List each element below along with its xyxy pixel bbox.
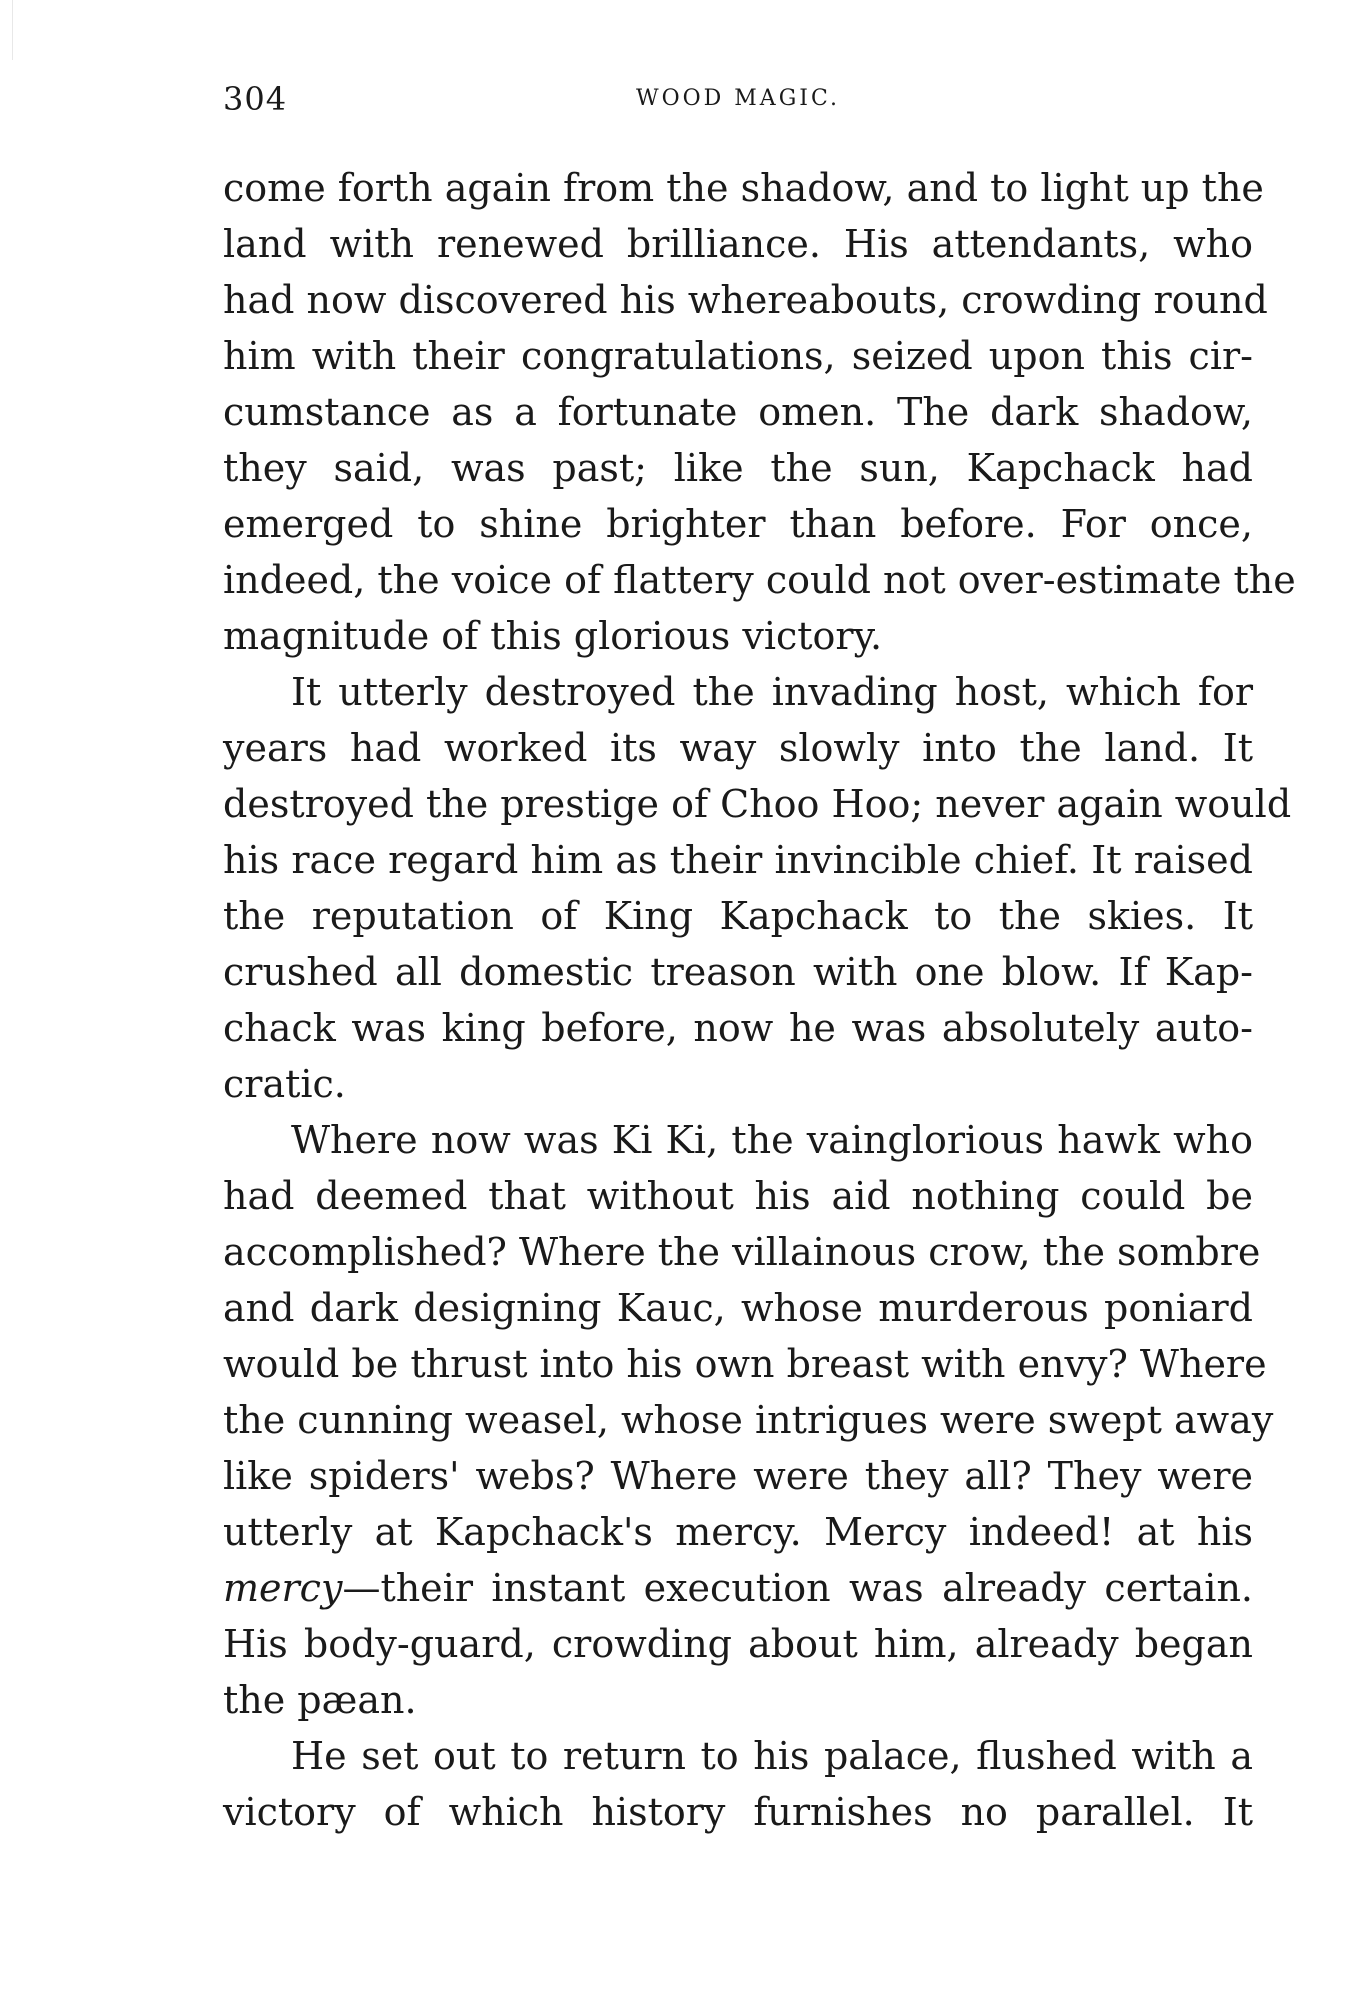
text-line: crushed all domestic treason with one blow. If Kap-	[223, 950, 1253, 994]
page-header	[223, 80, 1253, 120]
text-line: He set out to return to his palace, flushed with a	[291, 1734, 1253, 1778]
text-line: him with their congratulations, seized upon this cir-	[223, 334, 1253, 378]
text-line: accomplished? Where the villainous crow, the sombre	[223, 1230, 1261, 1274]
body-text	[223, 160, 1296, 1840]
text-line: come forth again from the shadow, and to light up the	[223, 166, 1264, 210]
text-line: land with renewed brilliance. His attendants, who	[223, 222, 1253, 266]
text-line: and dark designing Kauc, whose murderous poniard	[223, 1286, 1253, 1330]
running-head: WOOD MAGIC.	[635, 86, 841, 111]
text-line: It utterly destroyed the invading host, which for	[291, 670, 1253, 714]
text-line	[223, 1560, 1253, 1616]
text-line: the reputation of King Kapchack to the skies. It	[223, 894, 1253, 938]
text-line: utterly at Kapchack's mercy. Mercy indeed! at his	[223, 1510, 1253, 1554]
text-line: cumstance as a fortunate omen. The dark shadow,	[223, 390, 1253, 434]
margin-mark	[12, 0, 13, 60]
text-line: magnitude of this glorious victory.	[223, 614, 883, 658]
text-line: Where now was Ki Ki, the vainglorious hawk who	[291, 1118, 1253, 1162]
text-line: like spiders' webs? Where were they all? They were	[223, 1454, 1253, 1498]
text-line: emerged to shine brighter than before. For once,	[223, 502, 1253, 546]
text-line: had now discovered his whereabouts, crowding round	[223, 278, 1268, 322]
line-rest: —their instant execution was already certain.	[342, 1566, 1253, 1610]
text-line: years had worked its way slowly into the land. It	[223, 726, 1253, 770]
text-line: the cunning weasel, whose intrigues were swept away	[223, 1398, 1274, 1442]
text-line: they said, was past; like the sun, Kapchack had	[223, 446, 1253, 490]
text-line: chack was king before, now he was absolutely auto-	[223, 1006, 1253, 1050]
text-line: would be thrust into his own breast with envy? Where	[223, 1342, 1267, 1386]
text-line: his race regard him as their invincible chief. It raised	[223, 838, 1253, 882]
page-number: 304	[223, 80, 288, 118]
text-line: the pæan.	[223, 1678, 417, 1722]
text-line: indeed, the voice of flattery could not over-estimate the	[223, 558, 1296, 602]
text-line: victory of which history furnishes no parallel. It	[223, 1790, 1253, 1834]
text-line: cratic.	[223, 1062, 346, 1106]
text-line: had deemed that without his aid nothing could be	[223, 1174, 1253, 1218]
text-line: His body-guard, crowding about him, already began	[223, 1622, 1253, 1666]
italic-word: mercy	[223, 1566, 343, 1610]
text-line: destroyed the prestige of Choo Hoo; never again would	[223, 782, 1292, 826]
